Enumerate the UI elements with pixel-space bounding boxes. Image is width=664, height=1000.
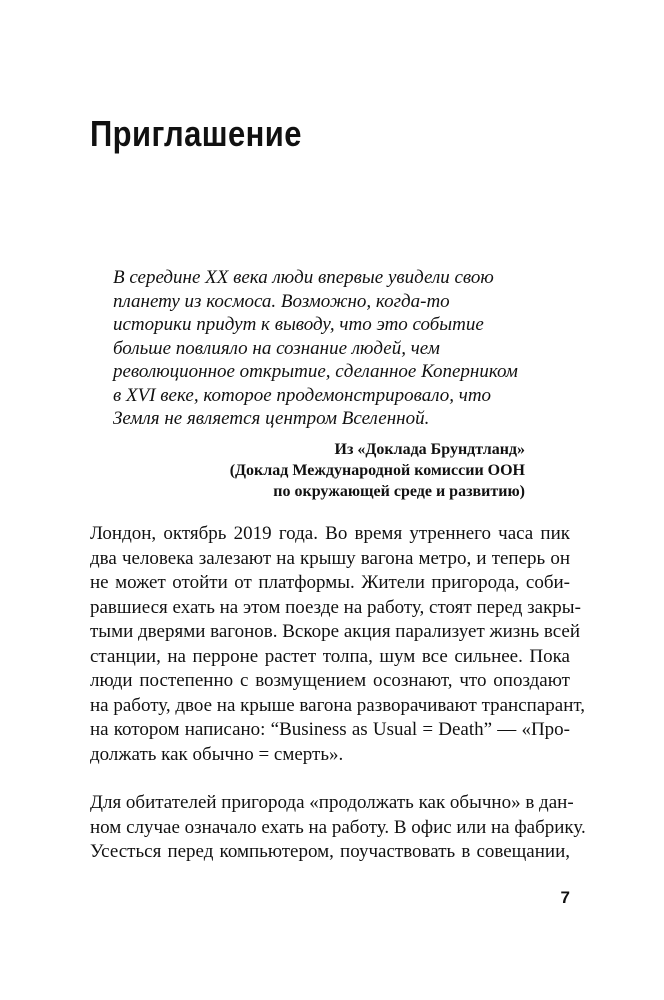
text-line: два человека залезают на крышу вагона метро, и теперь он [90,547,570,569]
epigraph-source-line: Из «Доклада Брундтланд» [334,440,525,458]
epigraph-line: планету из космоса. Возможно, когда-то [113,290,450,312]
text-line: Лондон, октябрь 2019 года. Во время утреннего часа пик [90,523,570,544]
text-line: тыми дверями вагонов. Вскоре акция парализует жизнь всей [90,621,581,642]
epigraph-source [113,439,533,502]
epigraph-line: В середине XX века люди впервые увидели свою [113,267,494,288]
text-line: на котором написано: “Business as Usual = Death” — «Про- [90,719,570,740]
epigraph-line: больше повлияло на сознание людей, чем [113,337,440,359]
paragraph-2 [90,791,586,865]
text-line: на работу, двое на крыше вагона разворачивают транспарант, [90,694,585,716]
epigraph-line: историки придут к выводу, что это событие [113,314,484,335]
paragraph-1 [90,522,585,767]
text-line: Для обитателей пригорода «продолжать как обычно» в дан- [90,792,574,813]
text-line: ном случае означало ехать на работу. В офис или на фабрику. [90,816,586,838]
text-line: станции, на перроне растет толпа, шум все сильнее. Пока [90,645,570,667]
epigraph-line: революционное открытие, сделанное Коперником [113,361,518,382]
text-line: люди постепенно с возмущением осознают, что опоздают [90,670,570,691]
page-number: 7 [560,888,570,907]
epigraph-quote [113,266,533,431]
epigraph-line: в XVI веке, которое продемонстрировало, что [113,384,492,406]
text-line: должать как обычно = смерть». [90,743,344,765]
epigraph-line: Земля не является центром Вселенной. [113,408,430,429]
epigraph [113,266,533,502]
epigraph-source-line: по окружающей среде и развитию) [273,482,525,500]
text-line: не может отойти от платформы. Жители пригорода, соби- [90,572,570,593]
body-text [90,522,586,865]
text-line: равшиеся ехать на этом поезде на работу, стоят перед закры- [90,596,581,618]
epigraph-source-line: (Доклад Международной комиссии ООН [229,461,525,479]
text-line: Усесться перед компьютером, поучаствовать в совещании, [90,841,570,862]
chapter-title: Приглашение [90,113,302,154]
